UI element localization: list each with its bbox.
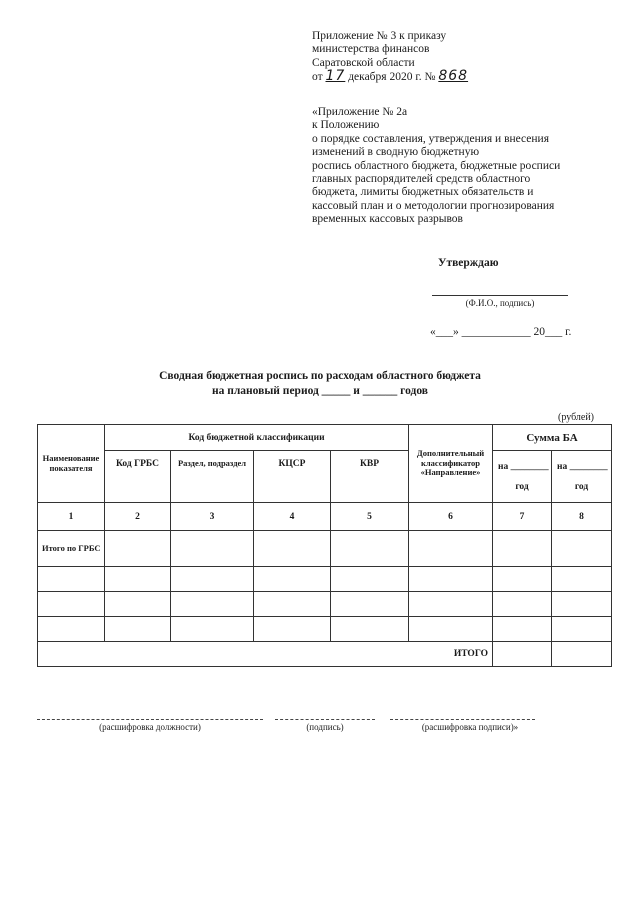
annex-line: бюджета, лимиты бюджетных обязательств и: [312, 186, 534, 199]
table-cell[interactable]: [331, 617, 409, 642]
footer-signature-caption: (подпись): [306, 722, 344, 732]
table-cell[interactable]: [105, 617, 171, 642]
grand-total-row: [38, 642, 612, 667]
col-number: 3: [171, 503, 254, 531]
table-cell[interactable]: [493, 592, 552, 617]
table-cell[interactable]: [254, 592, 331, 617]
col-year2-header: на ________ год: [552, 451, 612, 503]
approval-date: «___» ____________ 20___ г.: [430, 326, 572, 338]
table-cell[interactable]: [105, 592, 171, 617]
col-extra-header: Дополнительный классификатор «Направление»: [409, 425, 493, 503]
col-number: 1: [38, 503, 105, 531]
table-cell[interactable]: [171, 567, 254, 592]
table-cell[interactable]: [409, 567, 493, 592]
table-row: [38, 531, 612, 567]
column-numbers-row: [38, 503, 612, 531]
annex-block: [312, 106, 632, 227]
footer-position-caption: (расшифровка должности): [99, 722, 201, 732]
handwritten-order-number: 868: [438, 68, 469, 85]
sum-group-header: Сумма БА: [493, 425, 612, 451]
table-cell[interactable]: [331, 531, 409, 567]
units-label: (рублей): [558, 412, 595, 423]
table-cell[interactable]: [409, 592, 493, 617]
approval-label: Утверждаю: [438, 257, 499, 269]
table-cell[interactable]: [493, 567, 552, 592]
table-cell[interactable]: [409, 617, 493, 642]
table-cell[interactable]: [38, 567, 105, 592]
table-cell[interactable]: [38, 617, 105, 642]
col-number: 8: [552, 503, 612, 531]
col-number: 2: [105, 503, 171, 531]
footer-signature-line: [275, 719, 375, 720]
approval-fio-caption: (Ф.И.О., подпись): [465, 298, 535, 308]
footer-name-line: [390, 719, 535, 720]
table-cell[interactable]: [254, 531, 331, 567]
col-number: 5: [331, 503, 409, 531]
table-cell[interactable]: [331, 592, 409, 617]
document-subtitle: на плановый период _____ и ______ годов: [211, 385, 429, 397]
row-total-grbs-label: Итого по ГРБС: [38, 531, 105, 567]
table-cell[interactable]: [331, 567, 409, 592]
col-section-header: Раздел, подраздел: [171, 451, 254, 503]
annex-line: роспись областного бюджета, бюджетные росписи: [312, 159, 561, 172]
table-cell[interactable]: [105, 567, 171, 592]
annex-line: «Приложение № 2а: [312, 106, 408, 118]
col-kcsr-header: КЦСР: [254, 451, 331, 503]
col-kvr-header: КВР: [331, 451, 409, 503]
table-cell[interactable]: [493, 642, 552, 667]
header-line: Саратовской области: [312, 56, 415, 69]
col-name-header: Наименование показателя: [38, 425, 105, 503]
code-group-header: Код бюджетной классификации: [105, 425, 409, 451]
col-number: 7: [493, 503, 552, 531]
table-row: [38, 592, 612, 617]
table-cell[interactable]: [105, 531, 171, 567]
footer-position-line: [37, 719, 263, 720]
col-grbs-header: Код ГРБС: [105, 451, 171, 503]
header-date-line: от 17 декабря 2020 г. № 868: [312, 68, 469, 85]
table-cell[interactable]: [171, 531, 254, 567]
table-cell[interactable]: [552, 617, 612, 642]
annex-line: к Положению: [312, 119, 380, 132]
table-cell[interactable]: [254, 567, 331, 592]
grand-total-label: ИТОГО: [38, 642, 493, 667]
table-cell[interactable]: [409, 531, 493, 567]
table-cell[interactable]: [171, 617, 254, 642]
col-number: 6: [409, 503, 493, 531]
header-line: Приложение № 3 к приказу: [312, 30, 447, 42]
table-cell[interactable]: [552, 567, 612, 592]
approval-signature-line: [432, 295, 568, 296]
document-header: [312, 30, 632, 85]
document-title: Сводная бюджетная роспись по расходам областного бюджета: [159, 370, 481, 382]
table-cell[interactable]: [552, 642, 612, 667]
table-cell[interactable]: [171, 592, 254, 617]
table-row: [38, 567, 612, 592]
table-cell[interactable]: [552, 592, 612, 617]
table-cell[interactable]: [38, 592, 105, 617]
col-year1-header: на ________ год: [493, 451, 552, 503]
budget-table: [37, 424, 612, 667]
handwritten-day: 17: [325, 68, 346, 85]
annex-line: о порядке составления, утверждения и внесения: [312, 132, 550, 145]
annex-line: изменений в сводную бюджетную: [312, 146, 480, 159]
annex-line: кассовый план и о методологии прогнозирования: [312, 199, 555, 212]
annex-line: временных кассовых разрывов: [312, 213, 463, 226]
table-row: [38, 617, 612, 642]
table-cell[interactable]: [552, 531, 612, 567]
table-cell[interactable]: [254, 617, 331, 642]
annex-line: главных распорядителей средств областного: [312, 173, 531, 186]
footer-name-caption: (расшифровка подписи)»: [421, 722, 519, 732]
table-cell[interactable]: [493, 617, 552, 642]
table-cell[interactable]: [493, 531, 552, 567]
col-number: 4: [254, 503, 331, 531]
header-line: министерства финансов: [312, 43, 430, 56]
